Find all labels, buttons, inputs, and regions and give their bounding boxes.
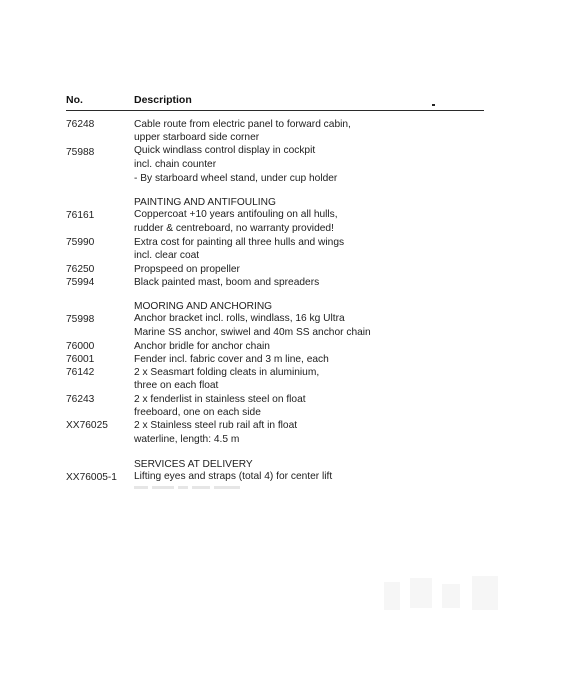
item-description-line: freeboard, one on each side [134, 407, 261, 418]
item-number: 76161 [66, 210, 95, 221]
item-description-line: Lifting eyes and straps (total 4) for center lift [134, 471, 333, 482]
item-description-line: three on each float [134, 380, 219, 391]
item-number: 75990 [66, 237, 95, 248]
cut-off-text-fragment [134, 486, 254, 492]
header-dot-mark [432, 104, 435, 106]
section-heading: PAINTING AND ANTIFOULING [134, 197, 276, 208]
item-description-line: Anchor bridle for anchor chain [134, 341, 270, 352]
item-description-line: Marine SS anchor, swiwel and 40m SS anchor chain [134, 327, 371, 338]
item-number: 76248 [66, 119, 95, 130]
item-description-line: Extra cost for painting all three hulls and wings [134, 237, 345, 248]
item-number: 75998 [66, 314, 95, 325]
item-description-line: 2 x Stainless steel rub rail aft in float [134, 420, 298, 431]
header-divider [66, 110, 484, 111]
item-description-line: incl. clear coat [134, 250, 200, 261]
item-number: XX76005-1 [66, 472, 117, 483]
section-heading: SERVICES AT DELIVERY [134, 459, 253, 470]
item-description-line: rudder & centreboard, no warranty provided! [134, 223, 334, 234]
column-header-no: No. [66, 94, 83, 106]
item-number: 76250 [66, 264, 95, 275]
item-description-line: 2 x Seasmart folding cleats in aluminium, [134, 367, 320, 378]
item-number: 76142 [66, 367, 95, 378]
item-description-line: incl. chain counter [134, 159, 217, 170]
item-description-line: Coppercoat +10 years antifouling on all hulls, [134, 209, 338, 220]
item-description-line: - By starboard wheel stand, under cup holder [134, 173, 338, 184]
column-header-description: Description [134, 94, 192, 106]
faint-watermark [380, 572, 520, 616]
item-number: 76243 [66, 394, 95, 405]
item-number: 75994 [66, 277, 95, 288]
item-number: XX76025 [66, 420, 108, 431]
item-description-line: Black painted mast, boom and spreaders [134, 277, 320, 288]
item-description-line: Anchor bracket incl. rolls, windlass, 16 kg Ultra [134, 313, 345, 324]
item-description-line: Propspeed on propeller [134, 264, 240, 275]
section-heading: MOORING AND ANCHORING [134, 301, 273, 312]
item-description-line: 2 x fenderlist in stainless steel on float [134, 394, 306, 405]
item-number: 76001 [66, 354, 95, 365]
item-number: 75988 [66, 147, 95, 158]
item-description-line: Cable route from electric panel to forward cabin, [134, 119, 351, 130]
item-number: 76000 [66, 341, 95, 352]
item-description-line: Quick windlass control display in cockpit [134, 145, 316, 156]
item-description-line: waterline, length: 4.5 m [134, 434, 240, 445]
item-description-line: Fender incl. fabric cover and 3 m line, each [134, 354, 329, 365]
item-description-line: upper starboard side corner [134, 132, 260, 143]
